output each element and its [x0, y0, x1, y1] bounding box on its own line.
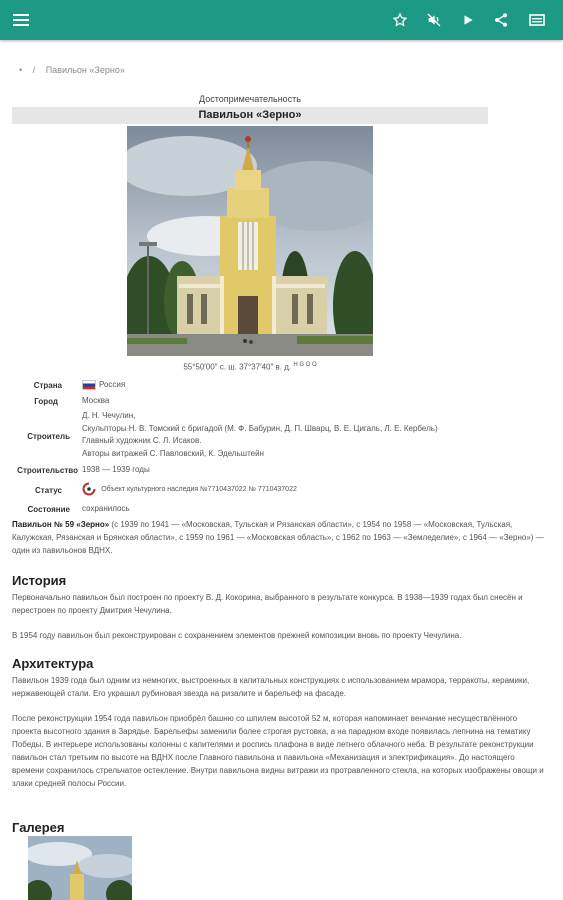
construction-value: 1938 — 1939 годы — [82, 465, 150, 474]
heritage-emblem-icon — [82, 482, 96, 496]
play-icon[interactable] — [456, 8, 480, 32]
builder-line[interactable]: Д. Н. Чечулин, — [82, 411, 136, 420]
builder-line[interactable]: Авторы витражей С. Павловский, К. Эдельштейн — [82, 448, 264, 458]
history-heading: История — [12, 573, 67, 588]
intro-bold: Павильон № 59 «Зерно» — [12, 520, 110, 529]
builder-line[interactable]: Скульпторы Н. В. Томский с бригадой (М. Ф. Бабурин, Д. П. Шварц, В. Е. Цигаль, Л. Е. Кербель) — [82, 423, 438, 433]
coordinates-sup[interactable]: H G O O — [293, 362, 317, 368]
architecture-heading: Архитектура — [12, 656, 94, 671]
menu-icon[interactable] — [9, 8, 33, 32]
history-paragraph-2: В 1954 году павильон был реконструирован с сохранением элементов прежней композиции вновь по проекту Чечулина. — [12, 631, 462, 640]
coordinates[interactable] — [12, 362, 488, 372]
builder-label: Строитель — [27, 432, 70, 441]
construction-label: Строительство — [17, 466, 78, 475]
status-value[interactable]: Объект культурного наследия №7710437022 № 7710437022 — [82, 482, 297, 497]
russia-flag-icon — [82, 380, 96, 390]
gallery-thumbnail[interactable] — [28, 836, 132, 900]
breadcrumb — [19, 65, 133, 75]
mute-icon[interactable] — [422, 8, 446, 32]
breadcrumb-separator: / — [32, 65, 36, 75]
city-label: Город — [34, 397, 58, 406]
country-value[interactable]: Россия — [82, 379, 125, 392]
state-value: сохранилось — [82, 504, 130, 513]
architecture-paragraph-1: Павильон 1939 года был одним из немногих, выстроенных в капитальных конструкциях с использованием мрамора, терракоты, керамики, нержавеющей стали. Его украшал рубиновая звезда на ризалите и барельеф на фасаде. — [12, 676, 530, 698]
architecture-paragraph-2: После реконструкции 1954 года павильон приобрёл башню со шпилем высотой 52 м, которая напоминает венчание несуществлённого проекта высотного здания в Зарядье. Барельефы заменили более строгая рустовка, а на парадном входе появилась лепнина на тематику Победы. В интерьере использованы колонны с капителями и роспись плафона в виде летнего облачного неба. В результате реконструкции павильон стал третьим по высоте на ВДНХ после Главного павильона и павильона «Механизация и электрификация». До настоящего времени сохранилось стрельчатое остекление. Внутри павильона видны витражи из протравленного стекла, на которых изображены овощи и злаки средней полосы России. — [12, 714, 544, 788]
app-bar — [0, 0, 563, 40]
pavilion-photo[interactable] — [127, 126, 373, 356]
breadcrumb-current[interactable]: Павильон «Зерно» — [45, 65, 125, 75]
share-icon[interactable] — [489, 8, 513, 32]
status-label: Статус — [35, 486, 62, 495]
builder-line[interactable]: Главный художник С. Л. Исаков. — [82, 436, 202, 445]
infobox-title: Павильон «Зерно» — [12, 107, 488, 124]
gallery-heading: Галерея — [12, 820, 65, 835]
city-value[interactable]: Москва — [82, 396, 110, 405]
state-label: Состояние — [27, 505, 70, 514]
home-icon[interactable]: • — [19, 65, 23, 75]
history-paragraph-1: Первоначально павильон был построен по проекту В. Д. Кокорина, выбранного в результате конкурса. В 1938—1939 годах был снесён и перестроен по проекту Дмитрия Чечулина. — [12, 593, 523, 615]
intro-paragraph — [12, 518, 544, 557]
intro-text: (с 1939 по 1941 — «Московская, Тульская и Рязанская области», с 1954 по 1958 — «Московская, Тульская, Калужская, Рязанская и Брянская области», с 1959 по 1961 — «Московская область», с 1962 по 1963 — «Земледелие», с 1964 — «Зерно») — один из павильонов ВДНХ. — [12, 520, 544, 555]
builder-value — [82, 410, 438, 460]
reader-icon[interactable] — [525, 8, 549, 32]
infobox-caption: Достопримечательность — [199, 94, 301, 104]
star-icon[interactable] — [388, 8, 412, 32]
country-label: Страна — [33, 381, 62, 390]
coordinates-text[interactable]: 55°50′00″ с. ш. 37°37′40″ в. д. — [183, 362, 292, 372]
